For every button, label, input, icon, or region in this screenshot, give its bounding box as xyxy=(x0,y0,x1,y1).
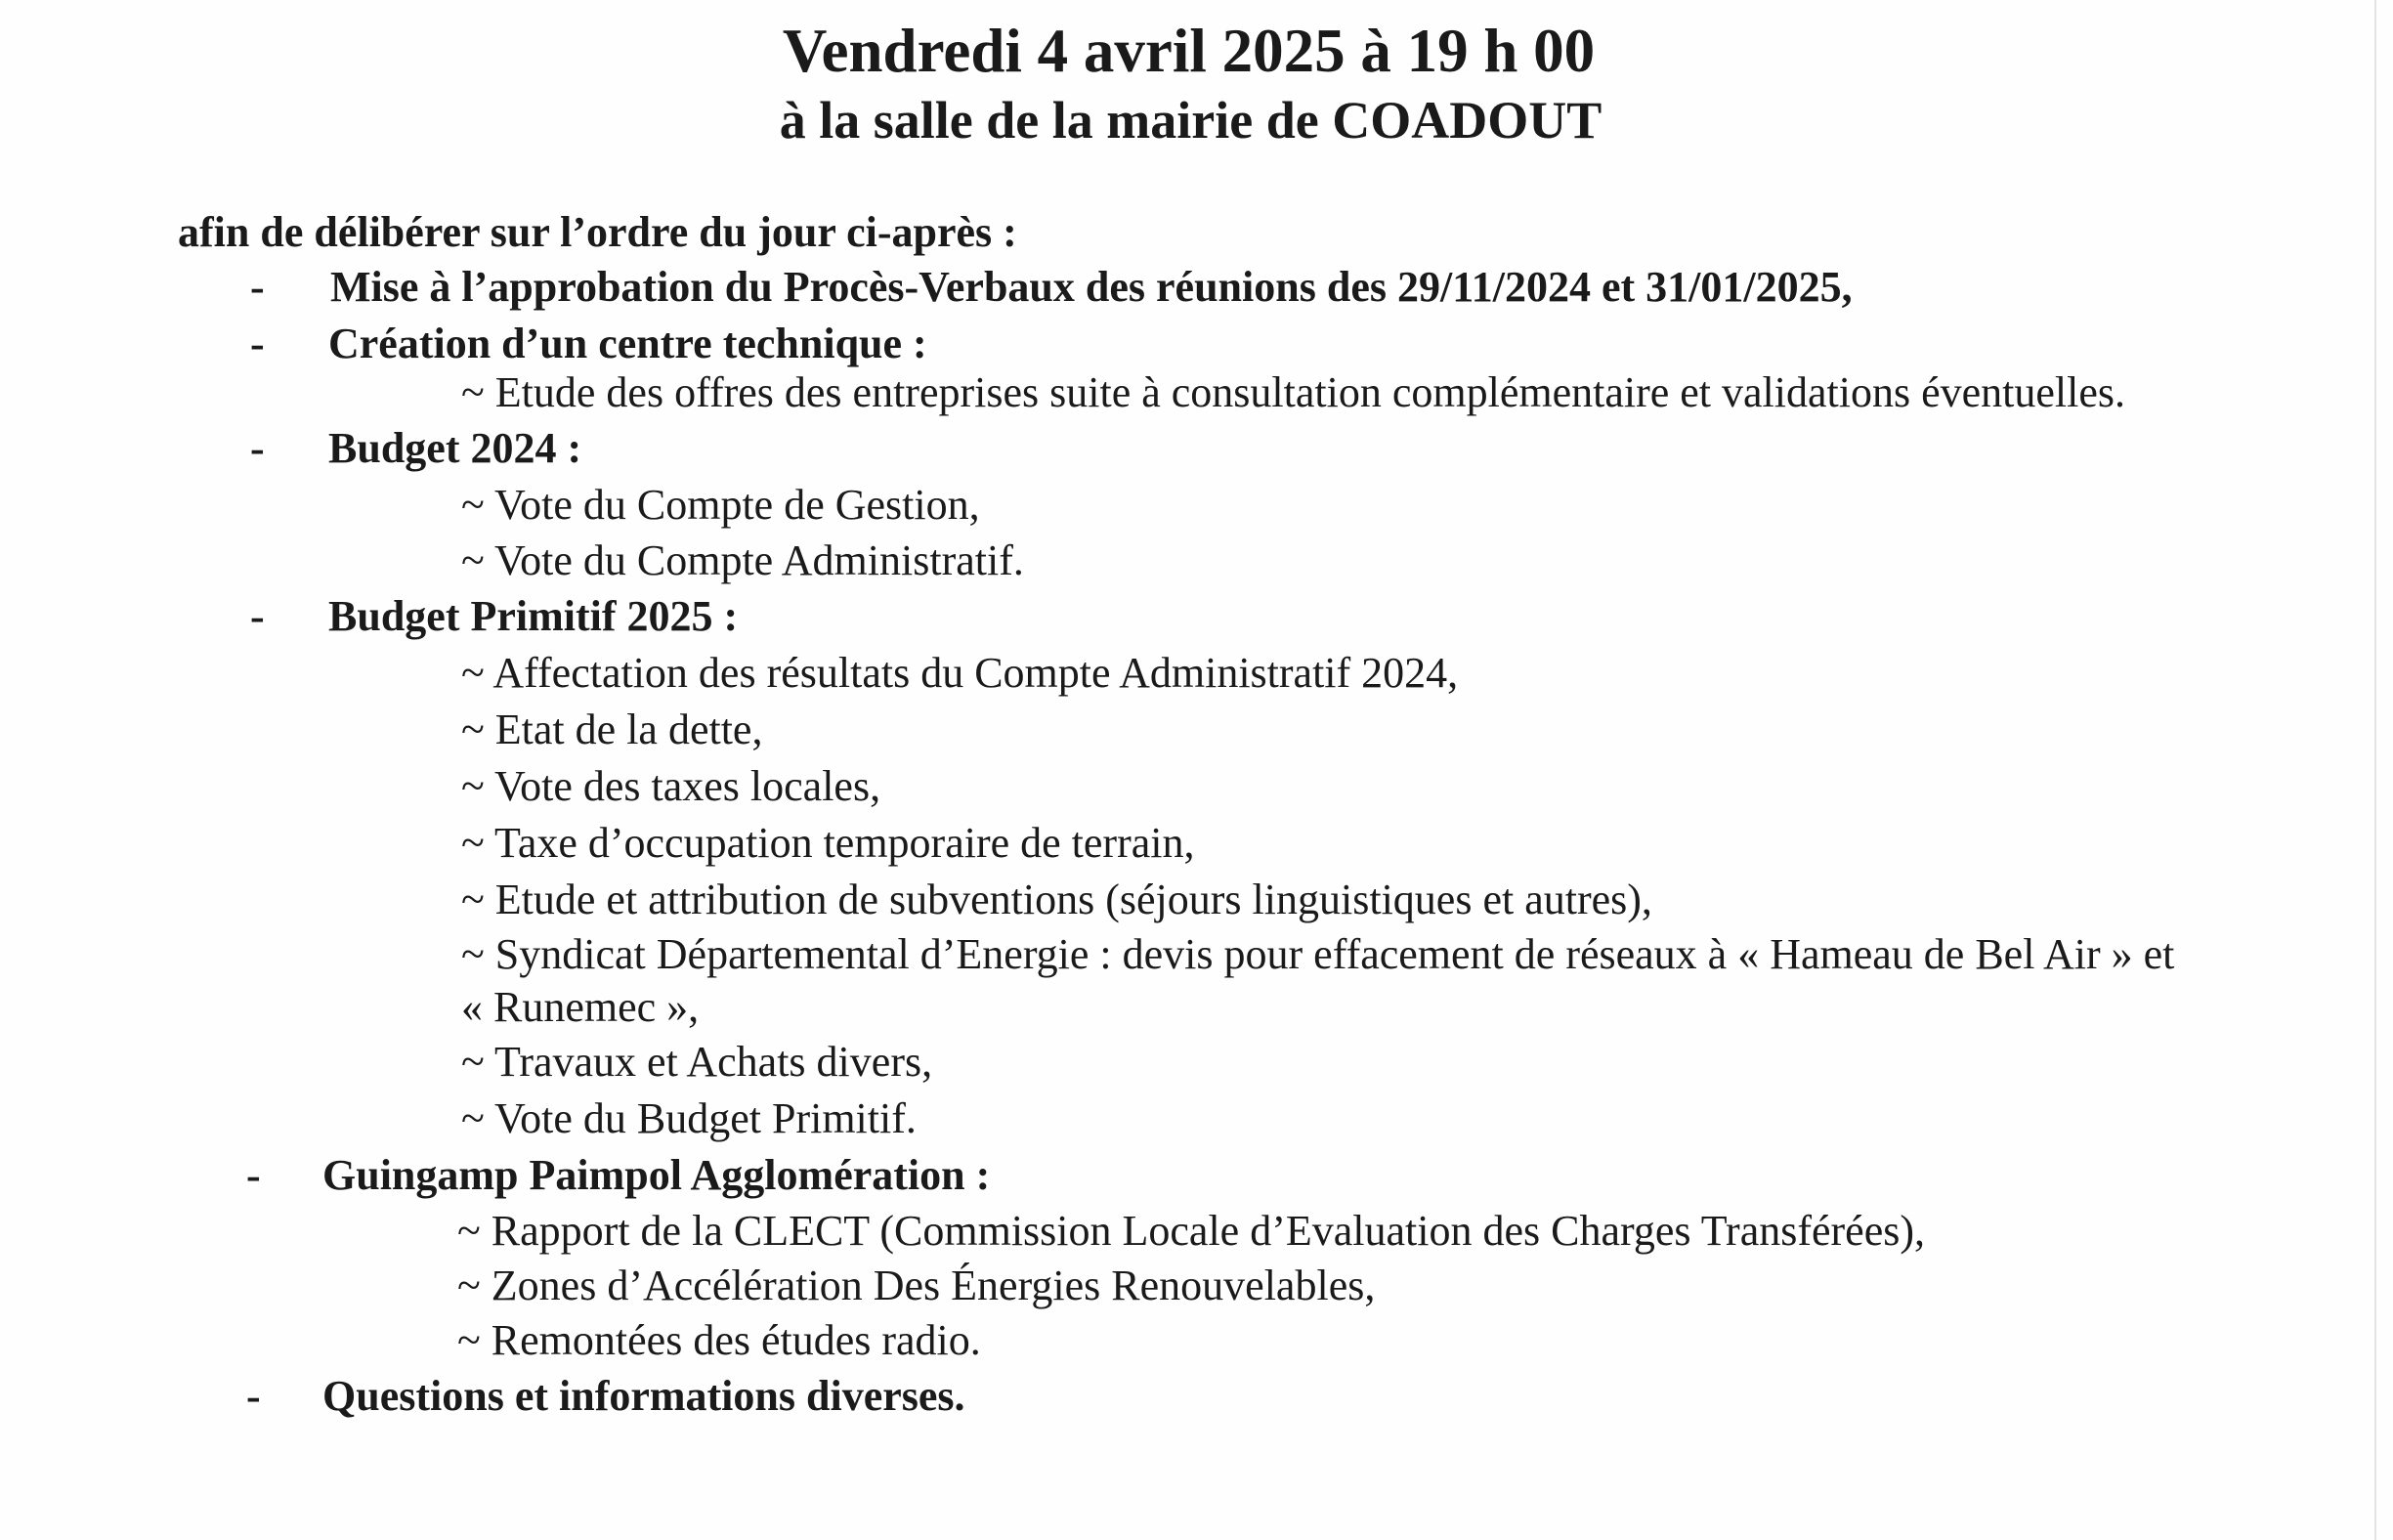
agenda-subitems xyxy=(457,1204,2197,1368)
agenda-subitem: ~ Syndicat Départemental d’Energie : devis pour effacement de réseaux à « Hameau de Bel Air » et « Runemec », xyxy=(461,930,2175,1031)
agenda-subitems xyxy=(461,477,2201,588)
agenda-subitem: ~ Taxe d’occupation temporaire de terrain, xyxy=(461,819,1195,867)
bullet-dash: - xyxy=(246,1151,261,1199)
agenda-subitem: ~ Affectation des résultats du Compte Administratif 2024, xyxy=(461,649,1459,697)
agenda-subitems xyxy=(461,368,2201,417)
agenda-list xyxy=(0,259,2393,1425)
agenda-subitem: ~ Travaux et Achats divers, xyxy=(461,1038,933,1086)
agenda-item xyxy=(0,1147,2393,1368)
agenda-subitem: ~ Vote du Compte Administratif. xyxy=(461,536,1024,584)
agenda-subitem: ~ Zones d’Accélération Des Énergies Renouvelables, xyxy=(457,1262,1376,1309)
bullet-dash: - xyxy=(250,320,265,367)
agenda-item-title: Budget 2024 : xyxy=(328,424,582,472)
meeting-place: à la salle de la mairie de COADOUT xyxy=(779,91,1602,150)
agenda-item-title: Budget Primitif 2025 : xyxy=(328,592,739,640)
agenda-item-title: Création d’un centre technique : xyxy=(328,320,927,367)
agenda-item xyxy=(0,316,2393,417)
agenda-item-title: Questions et informations diverses. xyxy=(322,1372,965,1420)
bullet-dash: - xyxy=(250,424,265,472)
agenda-intro: afin de délibérer sur l’ordre du jour ci-après : xyxy=(178,208,1017,256)
agenda-subitem: ~ Rapport de la CLECT (Commission Locale d’Evaluation des Charges Transférées), xyxy=(457,1207,1926,1255)
agenda-subitem: ~ Remontées des études radio. xyxy=(457,1316,981,1364)
agenda-subitem: ~ Etude des offres des entreprises suite à consultation complémentaire et validations éventuelles. xyxy=(461,368,2126,416)
bullet-dash: - xyxy=(250,263,265,311)
agenda-subitems xyxy=(461,645,2201,1147)
agenda-subitem: ~ Vote des taxes locales, xyxy=(461,762,881,810)
agenda-item-title: Mise à l’approbation du Procès-Verbaux des réunions des 29/11/2024 et 31/01/2025, xyxy=(330,263,1853,311)
agenda-item xyxy=(0,588,2393,1147)
meeting-date: Vendredi 4 avril 2025 à 19 h 00 xyxy=(782,17,1596,85)
agenda-subitem: ~ Etude et attribution de subventions (séjours linguistiques et autres), xyxy=(461,876,1652,923)
agenda-subitem: ~ Etat de la dette, xyxy=(461,706,763,753)
bullet-dash: - xyxy=(250,592,265,640)
agenda-item-title: Guingamp Paimpol Agglomération : xyxy=(322,1151,991,1199)
agenda-item xyxy=(0,420,2393,588)
agenda-item xyxy=(0,259,2393,316)
agenda-subitem: ~ Vote du Compte de Gestion, xyxy=(461,481,980,529)
agenda-subitem: ~ Vote du Budget Primitif. xyxy=(461,1094,917,1142)
bullet-dash: - xyxy=(246,1372,261,1420)
agenda-item xyxy=(0,1368,2393,1425)
